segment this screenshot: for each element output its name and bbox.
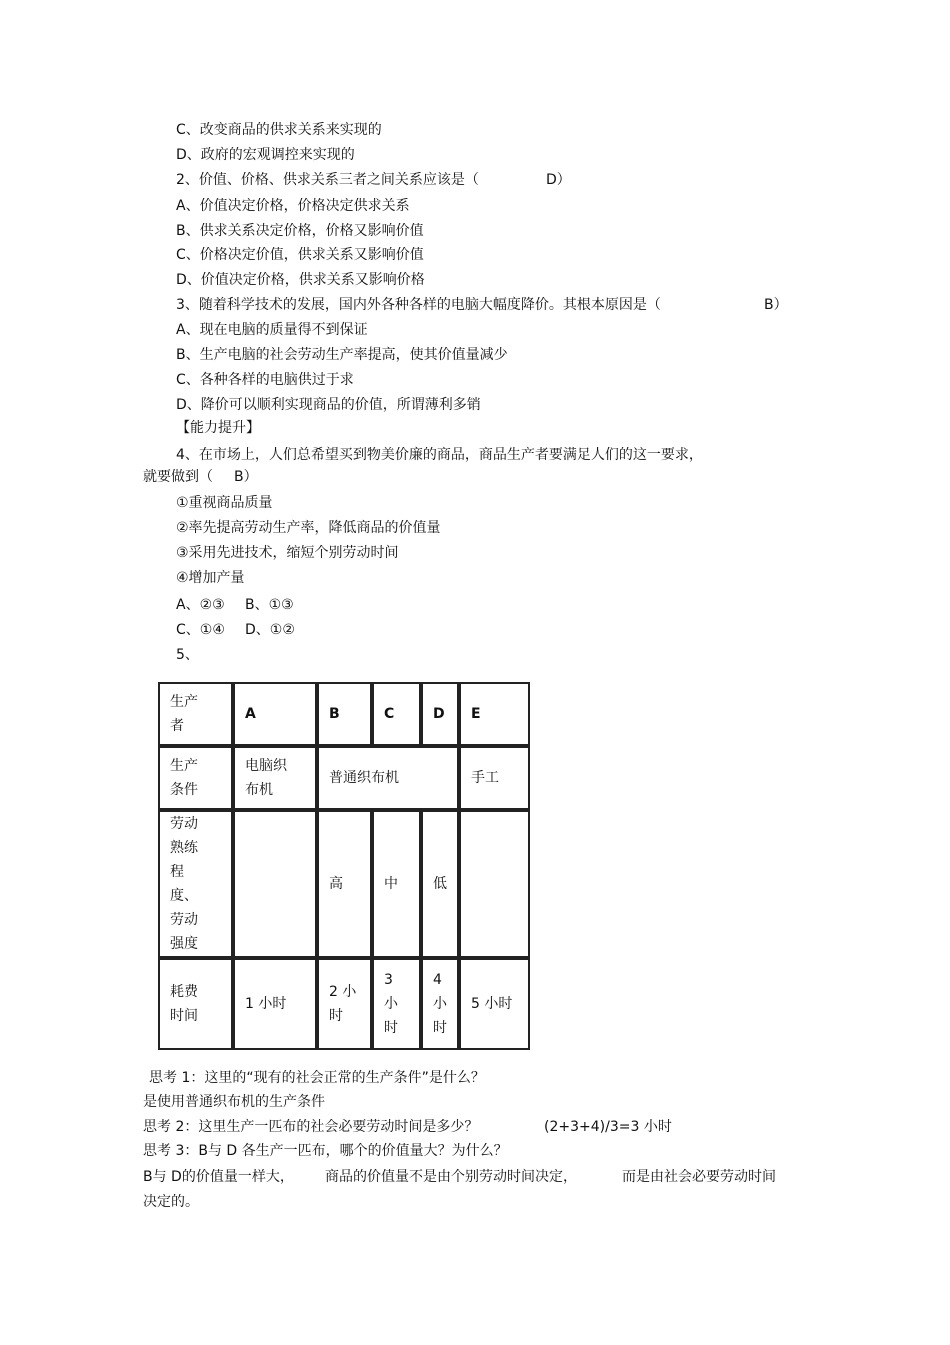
- table-cell: 高: [317, 810, 372, 958]
- table-cell: 普通织布机: [317, 746, 459, 810]
- q3-option-c: C、各种各样的电脑供过于求: [176, 372, 354, 388]
- q4-stem-cont: 就要做到（: [143, 469, 213, 485]
- thinking-2-question: 思考 2：这里生产一匹布的社会必要劳动时间是多少？: [143, 1119, 479, 1135]
- table-cell: D: [421, 682, 459, 746]
- table-cell: 5 小时: [459, 958, 530, 1050]
- q4-statement-1: ①重视商品质量: [176, 495, 273, 511]
- table-cell: [233, 810, 317, 958]
- table-cell: 3 小时: [372, 958, 421, 1050]
- table-cell: B: [317, 682, 372, 746]
- thinking-1-answer: 是使用普通织布机的生产条件: [143, 1094, 325, 1110]
- q4-answer: B）: [234, 469, 258, 485]
- q4-statement-4: ④增加产量: [176, 570, 245, 586]
- section-heading: 【能力提升】: [176, 420, 260, 436]
- table-row: [158, 746, 530, 810]
- q4-choice-b: B、①③: [245, 597, 294, 613]
- thinking-3-answer-part3: 而是由社会必要劳动时间: [622, 1169, 776, 1185]
- q1-option-d: D、政府的宏观调控来实现的: [176, 147, 355, 163]
- q3-option-b: B、生产电脑的社会劳动生产率提高，使其价值量减少: [176, 347, 508, 363]
- table-cell: 生产条件: [158, 746, 233, 810]
- q3-stem: 3、随着科学技术的发展，国内外各种各样的电脑大幅度降价。其根本原因是（: [176, 297, 661, 313]
- thinking-3-answer-part4: 决定的。: [143, 1194, 199, 1210]
- q4-stem: 4、在市场上，人们总希望买到物美价廉的商品，商品生产者要满足人们的这一要求，: [176, 447, 703, 463]
- table-cell: 耗费时间: [158, 958, 233, 1050]
- q5-number: 5、: [176, 647, 199, 663]
- q2-option-c: C、价格决定价值，供求关系又影响价值: [176, 247, 424, 263]
- table-cell: C: [372, 682, 421, 746]
- q2-option-d: D、价值决定价格，供求关系又影响价格: [176, 272, 425, 288]
- table-cell: [459, 810, 530, 958]
- table-cell: E: [459, 682, 530, 746]
- table-cell: 2 小时: [317, 958, 372, 1050]
- table-cell: 生产者: [158, 682, 233, 746]
- q4-choice-d: D、①②: [245, 622, 295, 638]
- q2-answer: D）: [546, 172, 571, 188]
- table-cell: 4 小时: [421, 958, 459, 1050]
- q2-stem: 2、价值、价格、供求关系三者之间关系应该是（: [176, 172, 479, 188]
- table-row: [158, 810, 530, 958]
- q1-option-c: C、改变商品的供求关系来实现的: [176, 122, 382, 138]
- q2-option-b: B、供求关系决定价格，价格又影响价值: [176, 223, 424, 239]
- table-row: [158, 682, 530, 746]
- thinking-3-question: 思考 3：B与 D 各生产一匹布，哪个的价值量大？为什么？: [143, 1143, 508, 1159]
- q3-option-a: A、现在电脑的质量得不到保证: [176, 322, 368, 338]
- q2-option-a: A、价值决定价格，价格决定供求关系: [176, 198, 410, 214]
- table-cell: 手工: [459, 746, 530, 810]
- table-cell: A: [233, 682, 317, 746]
- q4-choice-a: A、②③: [176, 597, 225, 613]
- q4-choice-c: C、①④: [176, 622, 225, 638]
- table-cell: 中: [372, 810, 421, 958]
- thinking-3-answer-part1: B与 D的价值量一样大，: [143, 1169, 294, 1185]
- q3-option-d: D、降价可以顺利实现商品的价值，所谓薄利多销: [176, 397, 481, 413]
- thinking-3-answer-part2: 商品的价值量不是由个别劳动时间决定，: [325, 1169, 577, 1185]
- q3-answer: B）: [764, 297, 788, 313]
- q4-statement-3: ③采用先进技术，缩短个别劳动时间: [176, 545, 399, 561]
- table-cell: 劳动熟练程度、劳动强度: [158, 810, 233, 958]
- table-cell: 电脑织布机: [233, 746, 317, 810]
- thinking-2-answer: (2+3+4)/3=3 小时: [544, 1119, 672, 1135]
- q4-statement-2: ②率先提高劳动生产率，降低商品的价值量: [176, 520, 441, 536]
- thinking-1-question: 思考 1：这里的“现有的社会正常的生产条件”是什么？: [149, 1070, 485, 1086]
- production-table: [158, 682, 530, 1050]
- table-cell: 低: [421, 810, 459, 958]
- table-cell: 1 小时: [233, 958, 317, 1050]
- table-row: [158, 958, 530, 1050]
